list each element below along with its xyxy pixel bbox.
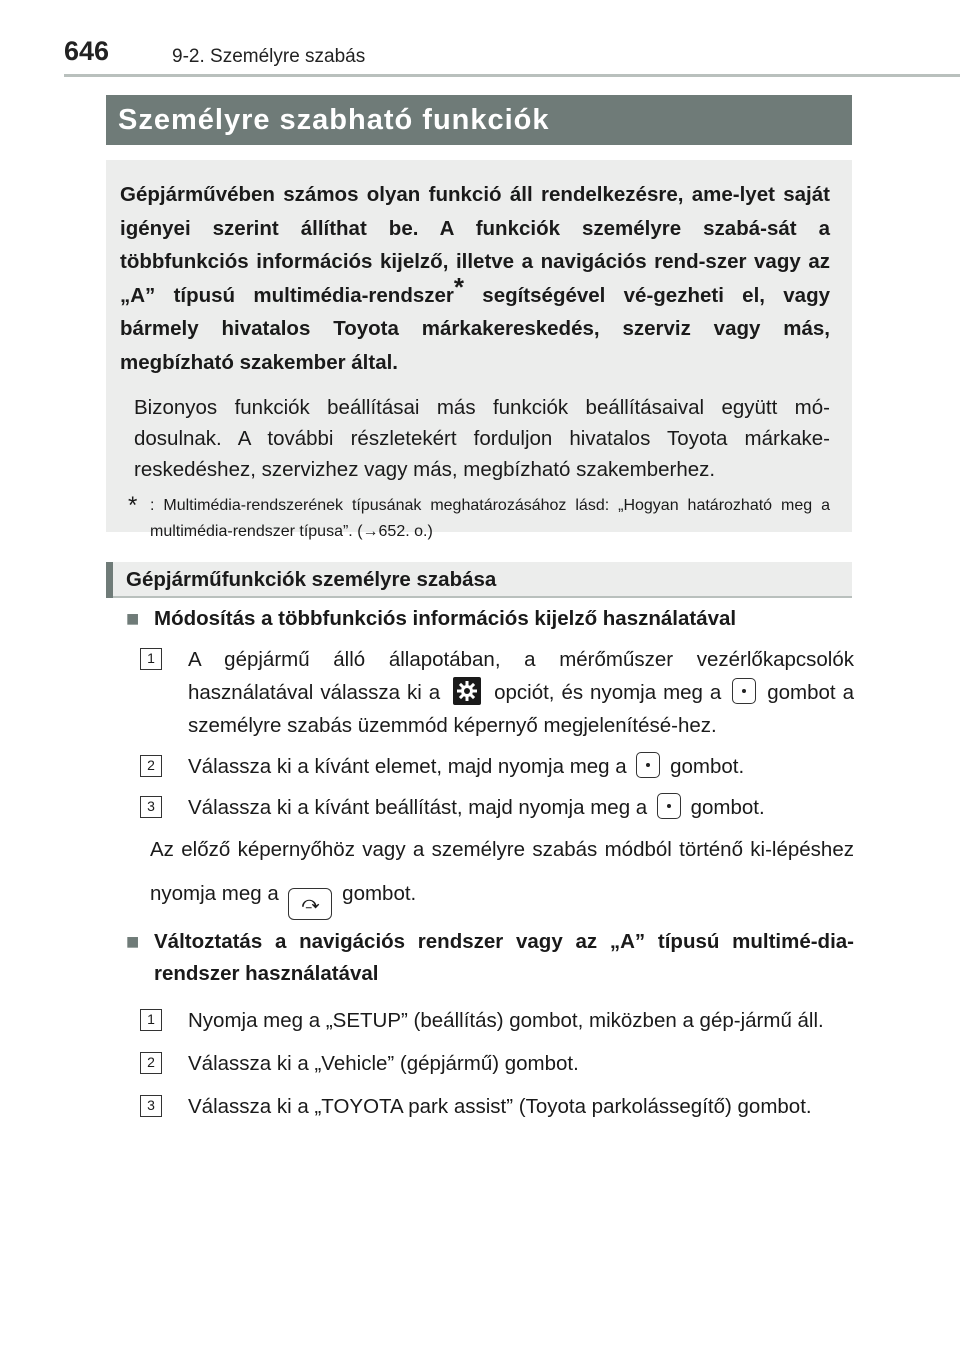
step-text-a: Válassza ki a kívánt beállítást, majd nyomja meg a [188,796,648,819]
footnote-text: : Multimédia-rendszerének típusának meghatározásához lásd: „Hogyan határozható meg a multimédia-rendszer típusa”. (→652. o.) [150,497,830,540]
nav-step-3 [126,1090,854,1123]
intro-bold-text [120,178,830,379]
intro-normal-text: Bizonyos funkciók beállításai más funkciók beállításaival együtt mó-dosulnak. A további részletekért forduljon hivatalos Toyota márkake-reskedéshez, szervizhez vagy más, megbízható szakemberhez. [134,396,830,481]
procedure-heading-navigation [126,926,854,990]
step-text-c: gombot a személyre szabás üzemmód képernyő megjelenítésé-hez. [188,681,854,737]
note-text-b: gombot. [342,882,417,905]
intro-box [106,160,852,540]
step-text-b: opciót, és nyomja meg a [494,681,722,704]
step-text-b: gombot. [670,755,745,778]
step-number: 3 [140,796,162,818]
step-text-b: gombot. [690,796,765,819]
step-2 [126,750,854,783]
heading-square-icon: ■ [126,929,140,954]
step-1 [126,643,854,742]
back-button-icon: ⤼ [288,888,332,920]
ok-button-icon [657,793,681,819]
step-number: 2 [140,755,162,777]
procedure-heading-display [126,603,854,635]
section-reference: 9-2. Személyre szabás [172,46,366,67]
step-number: 2 [140,1052,162,1074]
step-3 [126,791,854,824]
procedure-heading-text: Változtatás a navigációs rendszer vagy az „A” típusú multimé-dia-rendszer használatával [154,930,854,985]
content [126,603,854,1123]
step-text [188,750,854,783]
intro-bold-part1: Gépjárművében számos olyan funkció áll rendelkezésre, ame-lyet saját igényei szerint állíthat be. A funkciók személyre szabá-sát a többfunkciós információs kijelző, illetve a navigációs rend-szer vagy az „A” típusú multimédia-rendszer [120,183,830,307]
intro-bold-part2: segítségével vé-gezheti el, vagy bármely hivatalos Toyota márkakereskedés, szerviz vagy más, megbízható szakember által. [120,283,830,374]
heading-square-icon: ■ [126,606,140,631]
step-number: 1 [140,1009,162,1031]
page-number: 646 [64,36,110,66]
step-text: Válassza ki a „Vehicle” (gépjármű) gombot. [188,1052,579,1075]
page-header [64,36,960,76]
step-number: 1 [140,648,162,670]
header-divider [64,74,960,77]
step-text: Válassza ki a „TOYOTA park assist” (Toyota parkolássegítő) gombot. [188,1095,812,1118]
step-text [188,791,854,824]
subsection-title: Gépjárműfunkciók személyre szabása [106,562,852,598]
footnote-marker: * [453,271,464,302]
footnote [128,493,830,545]
step-text-a: A gépjármű álló állapotában, a mérőműszer vezérlőkapcsolók használatával válassza ki a [188,648,854,704]
settings-gear-icon [453,677,481,705]
ok-button-icon [732,678,756,704]
back-note [150,828,854,920]
nav-step-2 [126,1047,854,1080]
note-text-a: Az előző képernyőhöz vagy a személyre szabás módból történő ki-lépéshez nyomja meg a [150,838,854,905]
ok-button-icon [636,752,660,778]
procedure-heading-text: Módosítás a többfunkciós információs kijelző használatával [154,607,737,630]
step-text [188,643,854,742]
step-number: 3 [140,1095,162,1117]
footnote-star: * [128,492,138,519]
nav-step-1 [126,1004,854,1037]
step-text: Nyomja meg a „SETUP” (beállítás) gombot, miközben a gép-jármű áll. [188,1009,824,1032]
step-text-a: Válassza ki a kívánt elemet, majd nyomja meg a [188,755,627,778]
page-title: Személyre szabható funkciók [106,95,852,145]
